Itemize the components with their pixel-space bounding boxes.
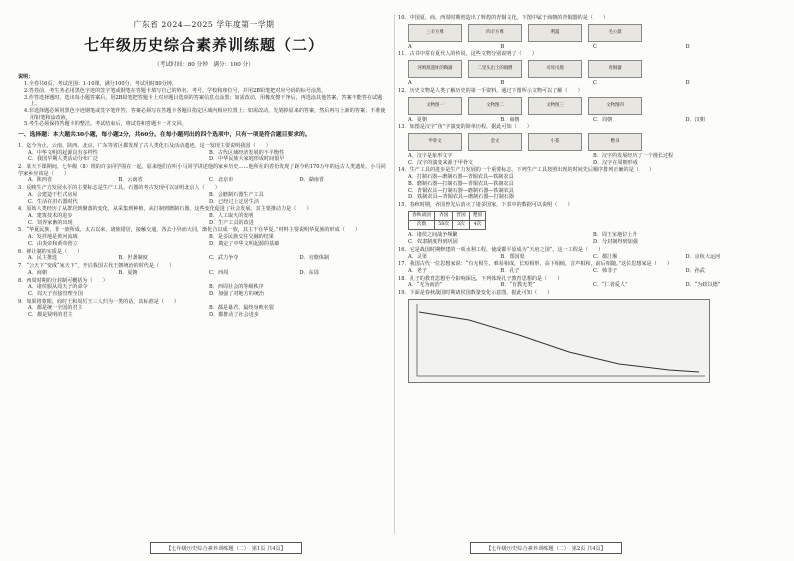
table-cell: 春秋战国 bbox=[409, 211, 435, 220]
states-count-chart bbox=[408, 299, 710, 383]
option-item: C．都江堰 bbox=[593, 253, 618, 260]
question-item bbox=[18, 185, 390, 205]
artifact-image: 毛公鼎 bbox=[588, 24, 642, 42]
question-stem: 9．如果将蒙眼、商纣王和周厉王三人归为一类的话，其标准是（ ） bbox=[18, 298, 180, 305]
option-item: B．周王室地位上升 bbox=[593, 232, 638, 239]
question-item bbox=[398, 276, 778, 289]
table-cell: 晋国 bbox=[453, 211, 470, 220]
question-item bbox=[398, 88, 778, 123]
footer-right: 【七年级历史综合素养训练题（二） 第2页 共4页】 bbox=[470, 542, 622, 554]
option-item: B．“有教无类” bbox=[500, 282, 535, 289]
question-options bbox=[398, 153, 778, 166]
option-item: C．周朝 bbox=[593, 116, 613, 123]
table-cell: 4次 bbox=[469, 221, 486, 230]
option-item: A．汉字是象形文字 bbox=[408, 153, 453, 160]
option-item: A．诸侯之间战争频繁 bbox=[408, 232, 458, 239]
question-item bbox=[18, 206, 390, 226]
option-item: B．会磨制石器生产工具 bbox=[209, 191, 264, 198]
instruction-item: 4.非选择题必须用黑色字迹钢笔或签字笔作答，答案必须写在答题卡各题目指定区域内相应位置上；如需改动，先划掉原来的答案，然后再写上新的答案；不准使用铅笔和涂改液。 bbox=[24, 108, 386, 121]
option-item: A．商朝 bbox=[28, 269, 47, 276]
option-item: B bbox=[500, 43, 505, 50]
question-stem: 18．孔子的教育思想至今影响深远，下列体现孔子教育思想的是（ ） bbox=[398, 275, 563, 282]
question-item bbox=[398, 261, 778, 274]
artifact-image: 文物图二 bbox=[468, 97, 522, 115]
page-right bbox=[398, 14, 778, 534]
option-item: D．铁制农具—青铜农具—磨制石器—打制石器 bbox=[408, 194, 514, 201]
question-image-row bbox=[398, 97, 778, 115]
table-cell: 次数 bbox=[409, 221, 435, 230]
option-item: C．青铜农具—打制石器—磨制石器—铁制农具 bbox=[408, 187, 514, 194]
option-item: C．西周 bbox=[209, 269, 229, 276]
artifact-image: 四羊方尊 bbox=[468, 24, 522, 42]
question-options bbox=[398, 232, 778, 245]
instructions-list bbox=[18, 81, 390, 128]
question-item bbox=[18, 227, 390, 247]
option-item: C．武力争夺 bbox=[209, 255, 239, 262]
option-item: C bbox=[593, 43, 597, 50]
chart-axes bbox=[417, 304, 705, 376]
question-options bbox=[18, 305, 390, 318]
question-item bbox=[18, 299, 390, 319]
question-options bbox=[18, 255, 390, 262]
section-heading: 一、选择题：本大题共30小题，每小题2分，共60分。在每小题列出的四个选项中，只有一项是符合题目要求的。 bbox=[18, 132, 311, 139]
option-item: D．“为政以德” bbox=[685, 282, 721, 289]
question-options bbox=[18, 150, 390, 163]
question-item bbox=[398, 15, 778, 50]
question-options bbox=[18, 284, 390, 297]
option-item: A．民主推选 bbox=[28, 255, 58, 262]
question-options bbox=[398, 268, 778, 275]
question-item bbox=[18, 164, 390, 184]
option-item: C．北京市 bbox=[209, 177, 234, 184]
question-stem: 12．历史文物是人类了解历史的第一手资料。通过下图所示文物可以了解（ ） bbox=[398, 87, 583, 94]
option-item: D．已经过上定居生活 bbox=[209, 198, 259, 205]
artifact-image: 司母戊鼎 bbox=[528, 60, 582, 78]
option-item: C．“仁者爱人” bbox=[593, 282, 628, 289]
artifact-image: 小篆 bbox=[528, 133, 582, 151]
table-cell: 3次 bbox=[453, 221, 470, 230]
option-item: D．加强了对地方的统治 bbox=[209, 290, 265, 297]
trend-line bbox=[419, 312, 699, 372]
option-item: A．陕西省 bbox=[28, 177, 53, 184]
option-item: A．老子 bbox=[408, 268, 427, 275]
question-item bbox=[398, 124, 778, 166]
question-item bbox=[18, 263, 390, 276]
option-item: C bbox=[593, 80, 597, 87]
question-options bbox=[18, 192, 390, 205]
option-item: B．孔子 bbox=[500, 268, 520, 275]
option-item: D．汉朝 bbox=[685, 116, 705, 123]
option-item: D bbox=[685, 43, 690, 50]
option-item: B．西周社会的等级秩序 bbox=[209, 284, 264, 291]
question-stem: 7．“公天下”变成“家天下”，开启我国古代王朝统治的时代是（ ） bbox=[18, 263, 175, 270]
question-stem: 15．春秋时期，齐国曾先后消灭了诸多国家，下表中的数据可以说明（ ） bbox=[398, 202, 573, 209]
question-stem: 13．如图是汉字“鱼”字演变的简单历程，据此可知（ ） bbox=[398, 124, 532, 131]
option-item: D bbox=[685, 80, 690, 87]
question-stem: 14．生产工具的进步是生产力发展的一个重要标志。下列生产工具按照出现的时间先后顺序排列正确的是（ ） bbox=[398, 167, 655, 174]
option-item: B．汉字的发展经历了一个漫长过程 bbox=[593, 153, 674, 160]
question-stem: 3．反映生产力发展水平的主要标志是生产工具。石器的考古发现可以证明北京人（ ） bbox=[18, 185, 220, 192]
question-options bbox=[18, 234, 390, 247]
table-cell: 58次 bbox=[435, 221, 453, 230]
option-item: A．打制石器—磨制石器—青铜农具—铁制农具 bbox=[408, 174, 514, 181]
question-stem: 11．古书中常有夏代人的传说，这些文物分别说明了（ ） bbox=[398, 51, 537, 58]
option-item: B．夏朝 bbox=[118, 269, 138, 276]
exam-subtitle: 广东省 2024—2025 学年度第一学期 bbox=[133, 20, 275, 29]
question-stem: 1．迄今为止，云南、陕西、北京、广东等省区都发现了古人类化石及活动遗迹。这一发现主要说明我国（ ） bbox=[18, 142, 271, 149]
question-stem: 2．某天下课期间，七年级（8）班的许多同学围在一起，原来他们在听小马同学讲述他的家乡历史……他所在的省份发现了距今约170万年的远古人类遗址。小马同学家乡应该是（ ） bbox=[18, 164, 386, 177]
option-item: C．饲养家畜的出现 bbox=[28, 219, 73, 226]
artifact-image: 金文 bbox=[468, 133, 522, 151]
option-item: A．会建造干栏式房屋 bbox=[28, 191, 78, 198]
option-item: D．生产工具的改进 bbox=[209, 219, 254, 226]
instructions bbox=[18, 74, 390, 128]
option-item: D．都推动了社会进步 bbox=[209, 312, 259, 319]
table-cell: 齐国 bbox=[435, 211, 453, 220]
table-row bbox=[409, 211, 486, 220]
option-item: B．都是暴君，最终身败名裂 bbox=[209, 305, 274, 312]
question-item bbox=[398, 51, 778, 86]
option-item: B．世袭制度 bbox=[118, 255, 148, 262]
question-item bbox=[18, 278, 390, 298]
option-item: B bbox=[500, 80, 505, 87]
question-stem: 6．禅让制的实质是（ ） bbox=[18, 248, 83, 255]
option-item: A．发祥地是黄河流域 bbox=[28, 234, 78, 241]
footer-left: 【七年级历史综合素养训练题（二） 第1页 共4页】 bbox=[150, 542, 302, 554]
question-item bbox=[18, 143, 390, 163]
option-item: C．我国早期人类活动分布广泛 bbox=[28, 156, 99, 163]
option-item: C．周天子直接管理全国 bbox=[28, 290, 83, 297]
option-item: A bbox=[408, 80, 412, 87]
table-cell: 楚国 bbox=[469, 211, 486, 220]
question-list-left bbox=[18, 143, 390, 319]
option-item: B．商朝 bbox=[500, 116, 520, 123]
question-options bbox=[398, 282, 778, 289]
option-item: A．建筑技术的进步 bbox=[28, 213, 73, 220]
question-item bbox=[398, 167, 778, 201]
question-options bbox=[398, 44, 778, 51]
artifact-image: 二里头出土的铜爵 bbox=[468, 60, 522, 78]
question-options bbox=[18, 213, 390, 226]
question-options bbox=[398, 117, 778, 124]
option-item: C．由炎帝和黄帝创立 bbox=[28, 240, 78, 247]
option-item: B．磨制石器—打制石器—青铜农具—铁制农具 bbox=[408, 180, 514, 187]
option-item: B．古代区域经济发展的不平衡性 bbox=[209, 149, 285, 156]
question-stem: 8．西周时期的分封制可概括为（ ） bbox=[18, 277, 108, 284]
option-item: D．孙武 bbox=[685, 268, 705, 275]
option-item: A．灵渠 bbox=[408, 253, 427, 260]
option-item: D．官僚体制 bbox=[299, 255, 330, 262]
instruction-item: 5.考生必须保持答题卡的整洁。考试结束后，将试卷和答题卡一并交回。 bbox=[24, 121, 187, 128]
artifact-image: 楷书 bbox=[588, 133, 642, 151]
artifact-image: 文物图三 bbox=[528, 97, 582, 115]
option-item: D．湖南省 bbox=[299, 177, 324, 184]
instructions-label: 说明： bbox=[18, 74, 34, 81]
question-stem: 10．中国夏、商、西周时期创造出了辉煌的青铜文化。下图中属于商朝的青铜器的是（ ） bbox=[398, 15, 609, 21]
question-options bbox=[18, 270, 390, 277]
question-options bbox=[18, 177, 390, 184]
question-item bbox=[398, 290, 778, 383]
option-item: D．京杭大运河 bbox=[685, 253, 721, 260]
option-item: D．汉字在周朝形成 bbox=[593, 159, 638, 166]
question-item bbox=[18, 249, 390, 262]
option-item: A．都是统一全国的君主 bbox=[28, 305, 83, 312]
option-item: A．诸侯服从周天子的命令 bbox=[28, 284, 88, 291]
page-left bbox=[18, 14, 390, 534]
option-item: B．是多民族交往交融的结果 bbox=[209, 234, 274, 241]
option-item: A．“无为而治” bbox=[408, 282, 443, 289]
option-item: D．东周 bbox=[299, 269, 319, 276]
question-item bbox=[398, 202, 778, 246]
question-item bbox=[398, 247, 778, 260]
option-item: A bbox=[408, 43, 412, 50]
page-divider bbox=[394, 14, 395, 534]
question-table bbox=[408, 211, 486, 231]
option-item: C．生活在旧石器时代 bbox=[28, 198, 78, 205]
artifact-image: 文物图四 bbox=[588, 97, 642, 115]
artifact-image: 利簋 bbox=[528, 24, 582, 42]
exam-meta: （考试时间：80 分钟 满分：100 分） bbox=[154, 62, 254, 69]
option-item: C．韩非子 bbox=[593, 268, 618, 275]
artifact-image: 甲骨文 bbox=[408, 133, 462, 151]
question-stem: 5．“华夏民族、非一族所成，太古以来，诸族错居，接触交通，各去小异而大同，渐化合以成一族，其主干在华夏。”材料主要说明华夏族的形成（ ） bbox=[18, 227, 361, 234]
question-image-row bbox=[398, 60, 778, 78]
question-options bbox=[398, 174, 778, 201]
option-item: B．郑国渠 bbox=[500, 253, 525, 260]
option-item: C．汉字的演变来源于甲骨文 bbox=[408, 159, 474, 166]
option-item: D．分封制得到加强 bbox=[593, 239, 638, 246]
instruction-item: 2.答卷前，考生务必用黑色字迹的签字笔或钢笔在答题卡填写自己的姓名、考号、学校和座位号，并用2B铅笔把对应号码的标号涂黑。 bbox=[24, 87, 327, 94]
question-image-row bbox=[398, 133, 778, 151]
option-item: B．人工取火的发明 bbox=[209, 213, 254, 220]
option-item: D．奠定了中华文明起源的基础 bbox=[209, 240, 280, 247]
question-stem: 17．我国古代一位思想家说：“有无相生，难易相成，长短相形，高下相倾，音声相和，前后相随。”这位思想家是（ ） bbox=[398, 261, 673, 268]
option-item: D．中华民族大家庭形成时间很早 bbox=[209, 156, 285, 163]
option-item: C．奴隶制度得到巩固 bbox=[408, 239, 458, 246]
instruction-item: 3.作答选择题时，选出每小题答案后，用2B铅笔把答题卡上对应题目选项的答案信息点涂黑；如需改动，用橡皮擦干净后，再选涂其他答案。答案不能答在试题上。 bbox=[24, 94, 383, 108]
option-item: C．都是贤明的君主 bbox=[28, 312, 73, 319]
question-options bbox=[398, 254, 778, 261]
table-row bbox=[409, 221, 486, 230]
option-item: A．中华文明的起源具有多样性 bbox=[28, 149, 98, 156]
question-stem: 16．它是战国时期修建的一项水利工程，使成都平原成为“天府之国”。这一工程是（ ） bbox=[398, 246, 604, 253]
question-list-right bbox=[398, 15, 778, 383]
instruction-item: 1.全卷共6页，考试范围：1-10课，满分100分，考试用时80分钟。 bbox=[24, 81, 177, 88]
artifact-image: 三羊方尊 bbox=[408, 24, 462, 42]
artifact-image: 青铜器 bbox=[588, 60, 642, 78]
exam-title: 七年级历史综合素养训练题（二） bbox=[83, 36, 324, 55]
question-options bbox=[398, 80, 778, 87]
option-item: A．夏朝 bbox=[408, 116, 427, 123]
question-stem: 19．下面是春秋战国时期诸侯国数量变化示意图，据此可知（ ） bbox=[398, 290, 553, 297]
trend-chart-svg bbox=[409, 300, 709, 382]
artifact-image: 河姆渡遗址的陶器 bbox=[408, 60, 462, 78]
question-stem: 4．原始人类经历了从群居到聚落的变化，从采集到种植，从打制到磨制石器，这些变化促进了社会发展。其主要推动力是（ ） bbox=[18, 206, 312, 213]
option-item: B．云南省 bbox=[118, 177, 143, 184]
artifact-image: 文物图一 bbox=[408, 97, 462, 115]
question-image-row bbox=[398, 24, 778, 42]
